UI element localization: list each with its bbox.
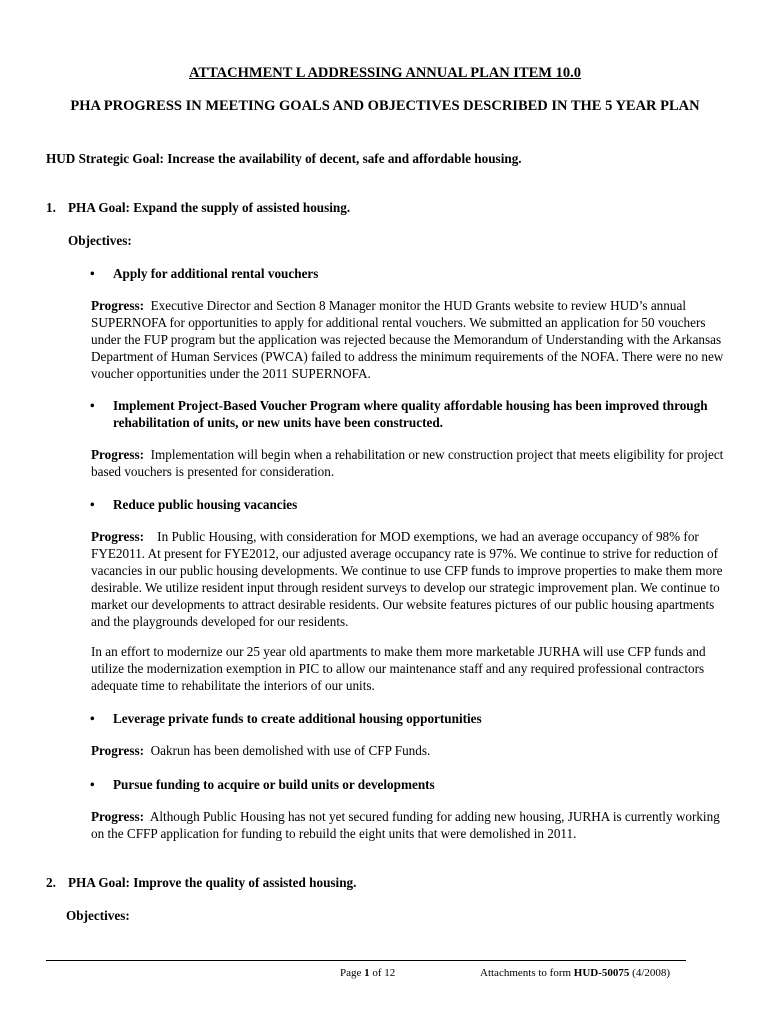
- form-reference: [480, 965, 670, 982]
- progress-label: Progress:: [91, 529, 144, 544]
- objective-title: Pursue funding to acquire or build units or developments: [113, 777, 435, 792]
- progress-paragraph: [91, 528, 731, 630]
- progress-text: In Public Housing, with consideration for MOD exemptions, we had an average occupancy of 98% for FYE2011. At present for FYE2012, our adjusted average occupancy rate is 97%. We continue to strive for reduction of vacancies in our public housing developments. We continue to use CFP funds to improve properties to make them more desirable. We utilize resident input through resident surveys to develop our strategic improvement plan. We continue to market our developments to attract desirable residents. Our website features pictures of our public housing apartments and the playgrounds developed for our residents.: [91, 529, 723, 629]
- progress-label: Progress:: [91, 743, 144, 758]
- progress-paragraph: [91, 742, 731, 759]
- progress-label: Progress:: [91, 447, 144, 462]
- bullet-icon: •: [90, 266, 95, 281]
- progress-text: Implementation will begin when a rehabilitation or new construction project that meets eligibility for project based vouchers is presented for consideration.: [91, 447, 724, 479]
- hud-strategic-goal: HUD Strategic Goal: Increase the availability of decent, safe and affordable housing.: [46, 151, 522, 166]
- modernization-paragraph: In an effort to modernize our 25 year old apartments to make them more marketable JURHA will use CFP funds and utilize the modernization exemption in PIC to allow our maintenance staff and any required professional contractors adequate time to rehabilitate the interiors of our units.: [91, 644, 706, 693]
- page-title: ATTACHMENT L ADDRESSING ANNUAL PLAN ITEM 10.0: [189, 65, 581, 81]
- page-number: [340, 965, 395, 982]
- page-current: 1: [364, 967, 370, 979]
- bullet-icon: •: [90, 497, 95, 512]
- goal-1-number: 1.: [46, 200, 56, 215]
- progress-text: Oakrun has been demolished with use of CFP Funds.: [150, 743, 431, 758]
- objective-title: Apply for additional rental vouchers: [113, 266, 319, 281]
- goal-1-objectives-label: Objectives:: [68, 233, 132, 248]
- progress-text: Executive Director and Section 8 Manager monitor the HUD Grants website to review HUD’s annual SUPERNOFA for opportunities to apply for additional rental vouchers. We submitted an application for 50 vouchers under the FUP program but the application was rejected because the Memorandum of Understanding with the Arkansas Department of Human Services (PWCA) failed to address the minimum requirements of the NOFA. There were no new voucher opportunities under the 2011 SUPERNOFA.: [91, 298, 724, 381]
- bullet-icon: •: [90, 711, 95, 726]
- footer-divider: [46, 960, 686, 961]
- progress-paragraph: [91, 297, 731, 382]
- progress-text: Although Public Housing has not yet secured funding for adding new housing, JURHA is currently working on the CFFP application for funding to rebuild the eight units that were demolished in 2011.: [91, 809, 720, 841]
- form-id: HUD-50075: [573, 967, 630, 979]
- page-total: of 12: [372, 967, 396, 979]
- goal-2-heading: PHA Goal: Improve the quality of assisted housing.: [68, 875, 357, 890]
- goal-2-number: 2.: [46, 875, 56, 890]
- progress-paragraph: [91, 446, 731, 480]
- progress-label: Progress:: [91, 809, 144, 824]
- page-prefix: Page: [340, 967, 362, 979]
- attach-prefix: Attachments to form: [480, 967, 572, 979]
- page-subtitle: PHA PROGRESS IN MEETING GOALS AND OBJECTIVES DESCRIBED IN THE 5 YEAR PLAN: [70, 98, 700, 114]
- goal-2-objectives-label: Objectives:: [66, 908, 130, 923]
- bullet-icon: •: [90, 398, 95, 413]
- progress-label: Progress:: [91, 298, 144, 313]
- bullet-icon: •: [90, 777, 95, 792]
- objective-title: Implement Project-Based Voucher Program where quality affordable housing has been improved through rehabilitation of units, or new units have been constructed.: [113, 398, 708, 430]
- progress-paragraph: [91, 808, 731, 842]
- objective-title: Leverage private funds to create additional housing opportunities: [113, 711, 482, 726]
- goal-1-heading: PHA Goal: Expand the supply of assisted housing.: [68, 200, 351, 215]
- objective-title: Reduce public housing vacancies: [113, 497, 298, 512]
- form-date: (4/2008): [632, 967, 671, 979]
